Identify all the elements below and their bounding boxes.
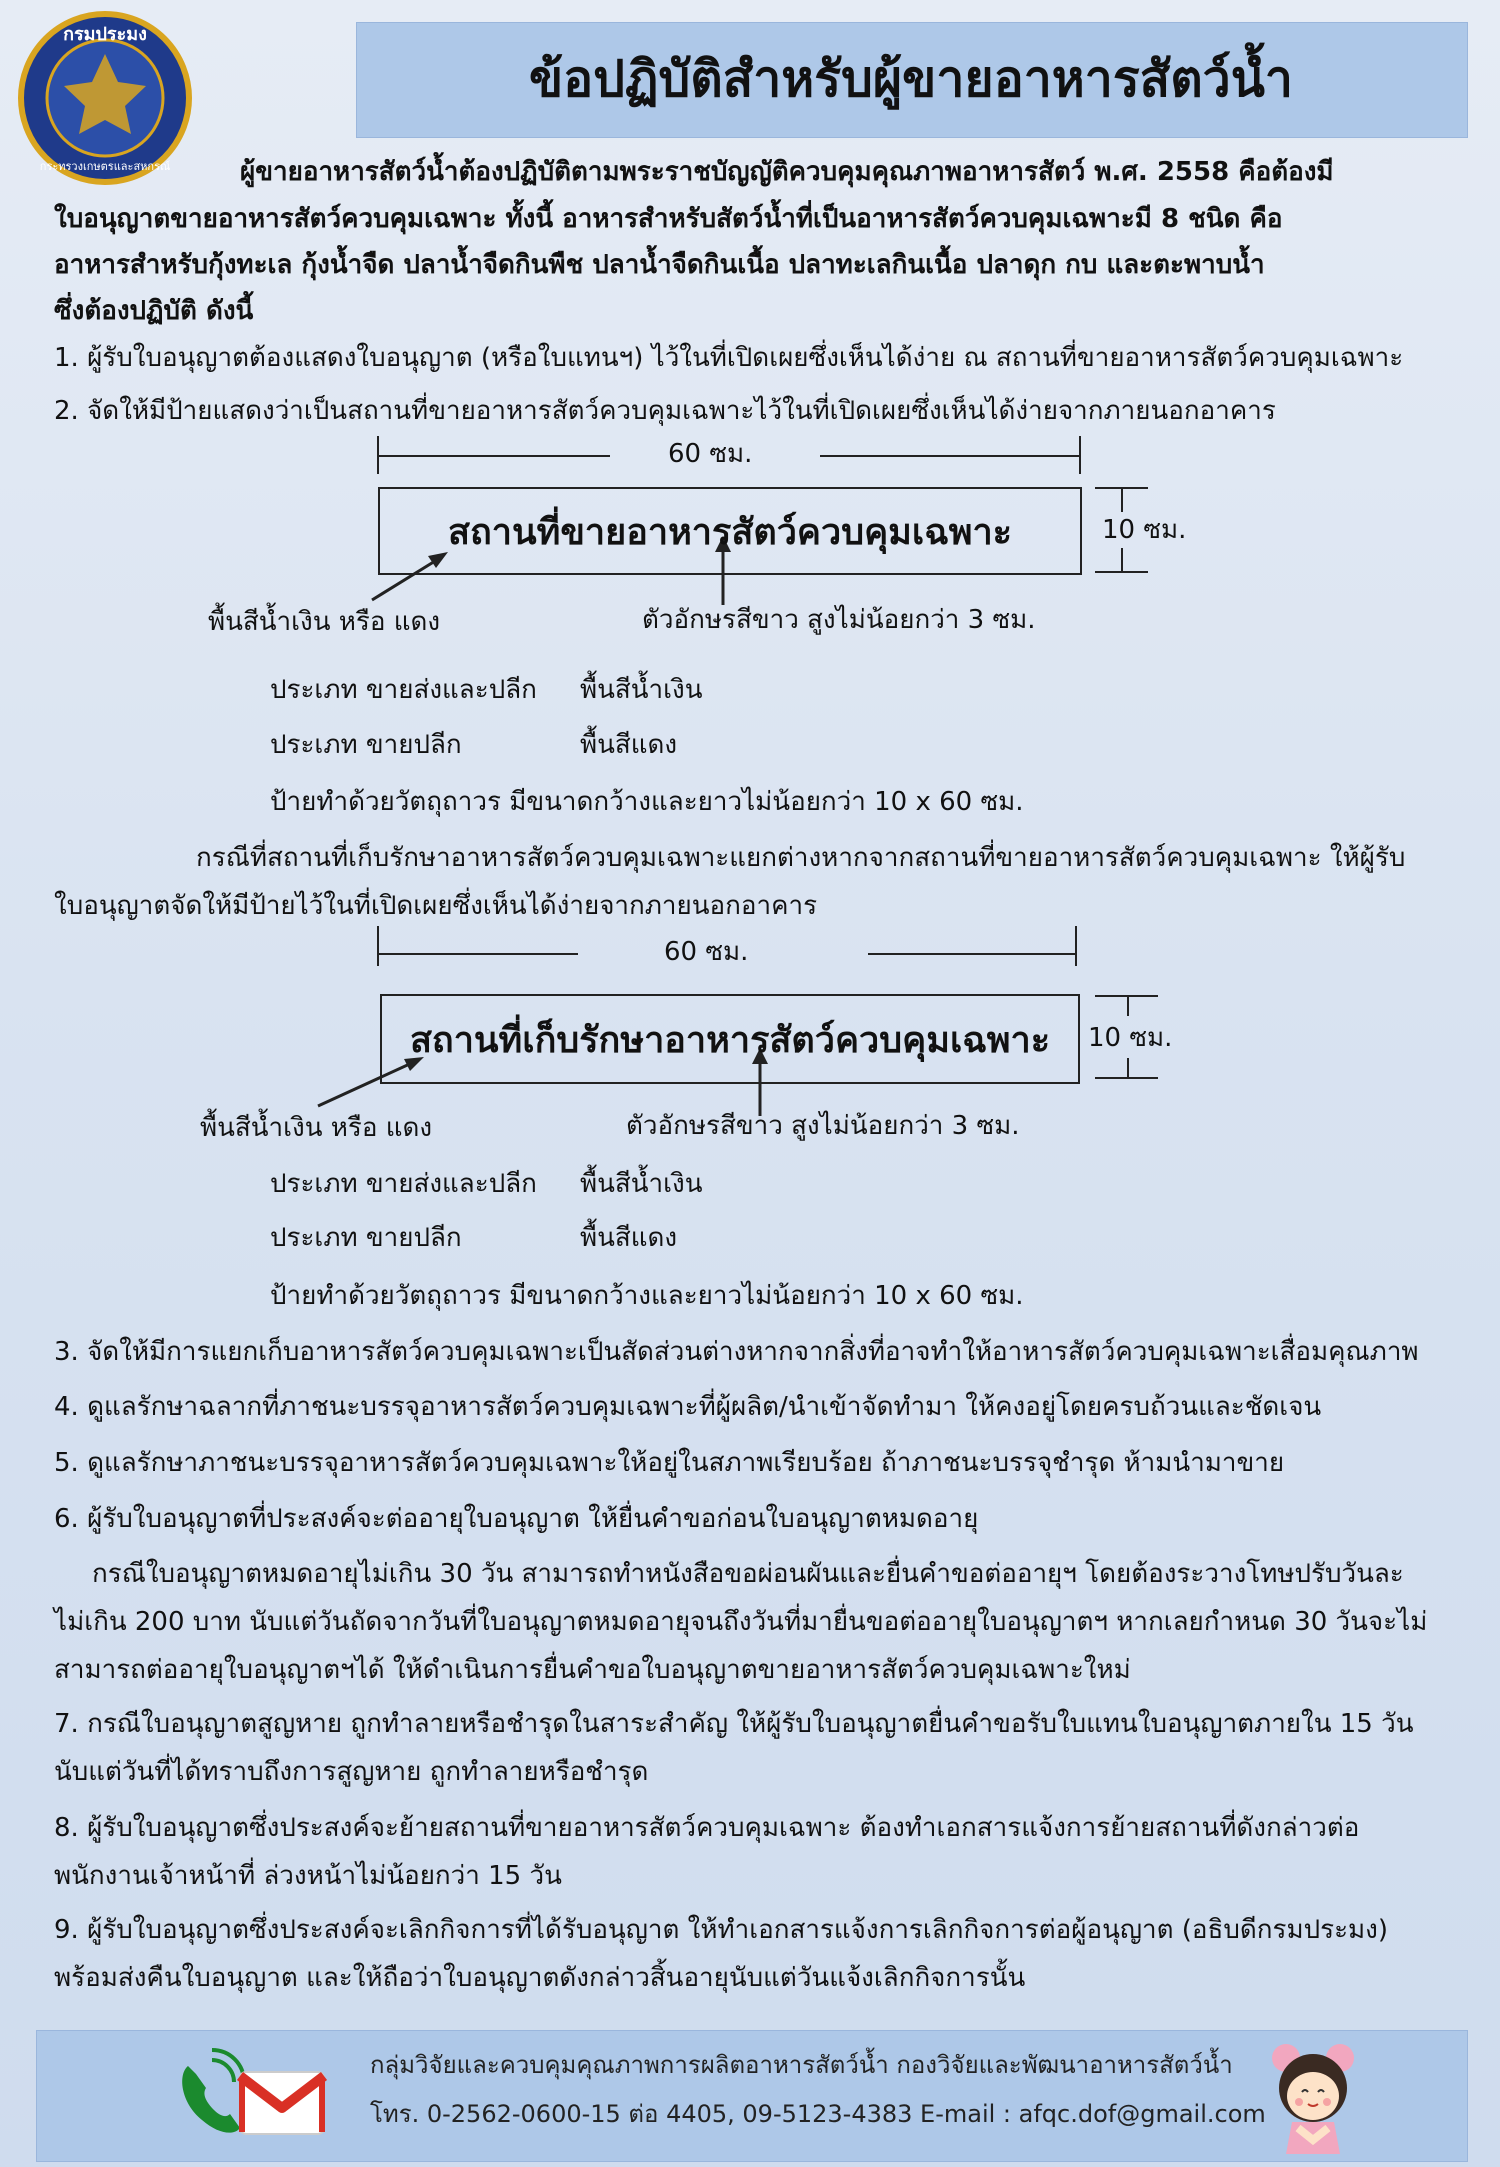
sign1-type2-value: พื้นสีแดง	[580, 730, 678, 760]
sign1-font-note: ตัวอักษรสีขาว สูงไม่น้อยกว่า 3 ซม.	[642, 605, 1036, 635]
item-6-sub-1: กรณีใบอนุญาตหมดอายุไม่เกิน 30 วัน สามารถทำหนังสือขอผ่อนผันและยื่นคำขอต่ออายุฯ โดยต้องระวางโทษปรับวันละ	[92, 1559, 1404, 1589]
seal-top-text: กรมประมง	[63, 24, 147, 45]
item-9-line-1: 9. ผู้รับใบอนุญาตซึ่งประสงค์จะเลิกกิจการที่ได้รับอนุญาต ให้ทำเอกสารแจ้งการเลิกกิจการต่อผู้อนุญาต (อธิบดีกรมประมง)	[54, 1915, 1389, 1945]
page-title: ข้อปฏิบัติสำหรับผู้ขายอาหารสัตว์น้ำ	[528, 49, 1294, 108]
item-8-line-2: พนักงานเจ้าหน้าที่ ล่วงหน้าไม่น้อยกว่า 15 วัน	[54, 1861, 562, 1891]
storage-case-line-2: ใบอนุญาตจัดให้มีป้ายไว้ในที่เปิดเผยซึ่งเห็นได้ง่ายจากภายนอกอาคาร	[54, 891, 818, 921]
item-1: 1. ผู้รับใบอนุญาตต้องแสดงใบอนุญาต (หรือใบแทนฯ) ไว้ในที่เปิดเผยซึ่งเห็นได้ง่าย ณ สถานที่ขายอาหารสัตว์ควบคุมเฉพาะ	[54, 343, 1404, 373]
sign1-height-label: 10 ซม.	[1102, 515, 1187, 545]
phone-mail-icon	[168, 2044, 328, 2144]
sign2-material: ป้ายทำด้วยวัตถุถาวร มีขนาดกว้างและยาวไม่น้อยกว่า 10 x 60 ซม.	[270, 1281, 1024, 1311]
sign2-type2-label: ประเภท ขายปลีก	[270, 1223, 462, 1253]
item-9-line-2: พร้อมส่งคืนใบอนุญาต และให้ถือว่าใบอนุญาตดังกล่าวสิ้นอายุนับแต่วันแจ้งเลิกกิจการนั้น	[54, 1963, 1026, 1993]
item-3: 3. จัดให้มีการแยกเก็บอาหารสัตว์ควบคุมเฉพาะเป็นสัดส่วนต่างหากจากสิ่งที่อาจทำให้อาหารสัตว์ควบคุมเฉพาะเสื่อมคุณภาพ	[54, 1337, 1419, 1367]
sign2-font-note: ตัวอักษรสีขาว สูงไม่น้อยกว่า 3 ซม.	[626, 1111, 1020, 1141]
sign2-width-label: 60 ซม.	[664, 937, 749, 967]
footer-line-1: กลุ่มวิจัยและควบคุมคุณภาพการผลิตอาหารสัตว์น้ำ กองวิจัยและพัฒนาอาหารสัตว์น้ำ	[370, 2051, 1233, 2079]
mascot-girl-icon	[1268, 2036, 1358, 2154]
sign2-bg-note: พื้นสีน้ำเงิน หรือ แดง	[200, 1113, 433, 1143]
sign1-type1-value: พื้นสีน้ำเงิน	[580, 675, 703, 705]
seal-bottom-text: กระทรวงเกษตรและสหกรณ์	[39, 160, 171, 173]
item-6-sub-3: สามารถต่ออายุใบอนุญาตฯได้ ให้ดำเนินการยื่นคำขอใบอนุญาตขายอาหารสัตว์ควบคุมเฉพาะใหม่	[54, 1655, 1131, 1685]
sign1-material: ป้ายทำด้วยวัตถุถาวร มีขนาดกว้างและยาวไม่น้อยกว่า 10 x 60 ซม.	[270, 787, 1024, 817]
item-8-line-1: 8. ผู้รับใบอนุญาตซึ่งประสงค์จะย้ายสถานที่ขายอาหารสัตว์ควบคุมเฉพาะ ต้องทำเอกสารแจ้งการย้ายสถานที่ดังกล่าวต่อ	[54, 1813, 1360, 1843]
item-5: 5. ดูแลรักษาภาชนะบรรจุอาหารสัตว์ควบคุมเฉพาะให้อยู่ในสภาพเรียบร้อย ถ้าภาชนะบรรจุชำรุด ห้ามนำมาขาย	[54, 1448, 1285, 1478]
item-2: 2. จัดให้มีป้ายแสดงว่าเป็นสถานที่ขายอาหารสัตว์ควบคุมเฉพาะไว้ในที่เปิดเผยซึ่งเห็นได้ง่ายจากภายนอกอาคาร	[54, 396, 1276, 426]
item-7-line-1: 7. กรณีใบอนุญาตสูญหาย ถูกทำลายหรือชำรุดในสาระสำคัญ ให้ผู้รับใบอนุญาตยื่นคำขอรับใบแทนใบอนุญาตภายใน 15 วัน	[54, 1709, 1414, 1739]
sign1-box: สถานที่ขายอาหารสัตว์ควบคุมเฉพาะ	[378, 487, 1082, 575]
item-6-sub-2: ไม่เกิน 200 บาท นับแต่วันถัดจากวันที่ใบอนุญาตหมดอายุจนถึงวันที่มายื่นขอต่ออายุใบอนุญาตฯ หากเลยกำหนด 30 วันจะไม่	[54, 1607, 1428, 1637]
sign2-box: สถานที่เก็บรักษาอาหารสัตว์ควบคุมเฉพาะ	[380, 994, 1080, 1084]
intro-line-2: ใบอนุญาตขายอาหารสัตว์ควบคุมเฉพาะ ทั้งนี้ อาหารสำหรับสัตว์น้ำที่เป็นอาหารสัตว์ควบคุมเฉพาะมี 8 ชนิด คือ	[54, 204, 1283, 234]
item-6: 6. ผู้รับใบอนุญาตที่ประสงค์จะต่ออายุใบอนุญาต ให้ยื่นคำขอก่อนใบอนุญาตหมดอายุ	[54, 1504, 979, 1534]
footer-line-2: โทร. 0-2562-0600-15 ต่อ 4405, 09-5123-4383 E-mail : afqc.dof@gmail.com	[370, 2100, 1266, 2128]
item-7-line-2: นับแต่วันที่ได้ทราบถึงการสูญหาย ถูกทำลายหรือชำรุด	[54, 1757, 649, 1787]
sign2-height-label: 10 ซม.	[1088, 1023, 1173, 1053]
item-4: 4. ดูแลรักษาฉลากที่ภาชนะบรรจุอาหารสัตว์ควบคุมเฉพาะที่ผู้ผลิต/นำเข้าจัดทำมา ให้คงอยู่โดยครบถ้วนและชัดเจน	[54, 1392, 1322, 1422]
department-seal-logo	[14, 10, 196, 186]
storage-case-line-1: กรณีที่สถานที่เก็บรักษาอาหารสัตว์ควบคุมเฉพาะแยกต่างหากจากสถานที่ขายอาหารสัตว์ควบคุมเฉพาะ ให้ผู้รับ	[196, 843, 1406, 873]
sign2-type2-value: พื้นสีแดง	[580, 1223, 678, 1253]
sign1-bg-note: พื้นสีน้ำเงิน หรือ แดง	[208, 607, 441, 637]
intro-line-1: ผู้ขายอาหารสัตว์น้ำต้องปฏิบัติตามพระราชบัญญัติควบคุมคุณภาพอาหารสัตว์ พ.ศ. 2558 คือต้องมี	[240, 157, 1334, 187]
sign2-type1-value: พื้นสีน้ำเงิน	[580, 1169, 703, 1199]
sign1-type1-label: ประเภท ขายส่งและปลีก	[270, 675, 537, 705]
intro-line-3: อาหารสำหรับกุ้งทะเล กุ้งน้ำจืด ปลาน้ำจืดกินพืช ปลาน้ำจืดกินเนื้อ ปลาทะเลกินเนื้อ ปลาดุก กบ และตะพาบน้ำ	[54, 250, 1265, 280]
intro-line-4: ซึ่งต้องปฏิบัติ ดังนี้	[54, 296, 254, 326]
sign2-type1-label: ประเภท ขายส่งและปลีก	[270, 1169, 537, 1199]
sign1-type2-label: ประเภท ขายปลีก	[270, 730, 462, 760]
sign1-width-label: 60 ซม.	[668, 439, 753, 469]
